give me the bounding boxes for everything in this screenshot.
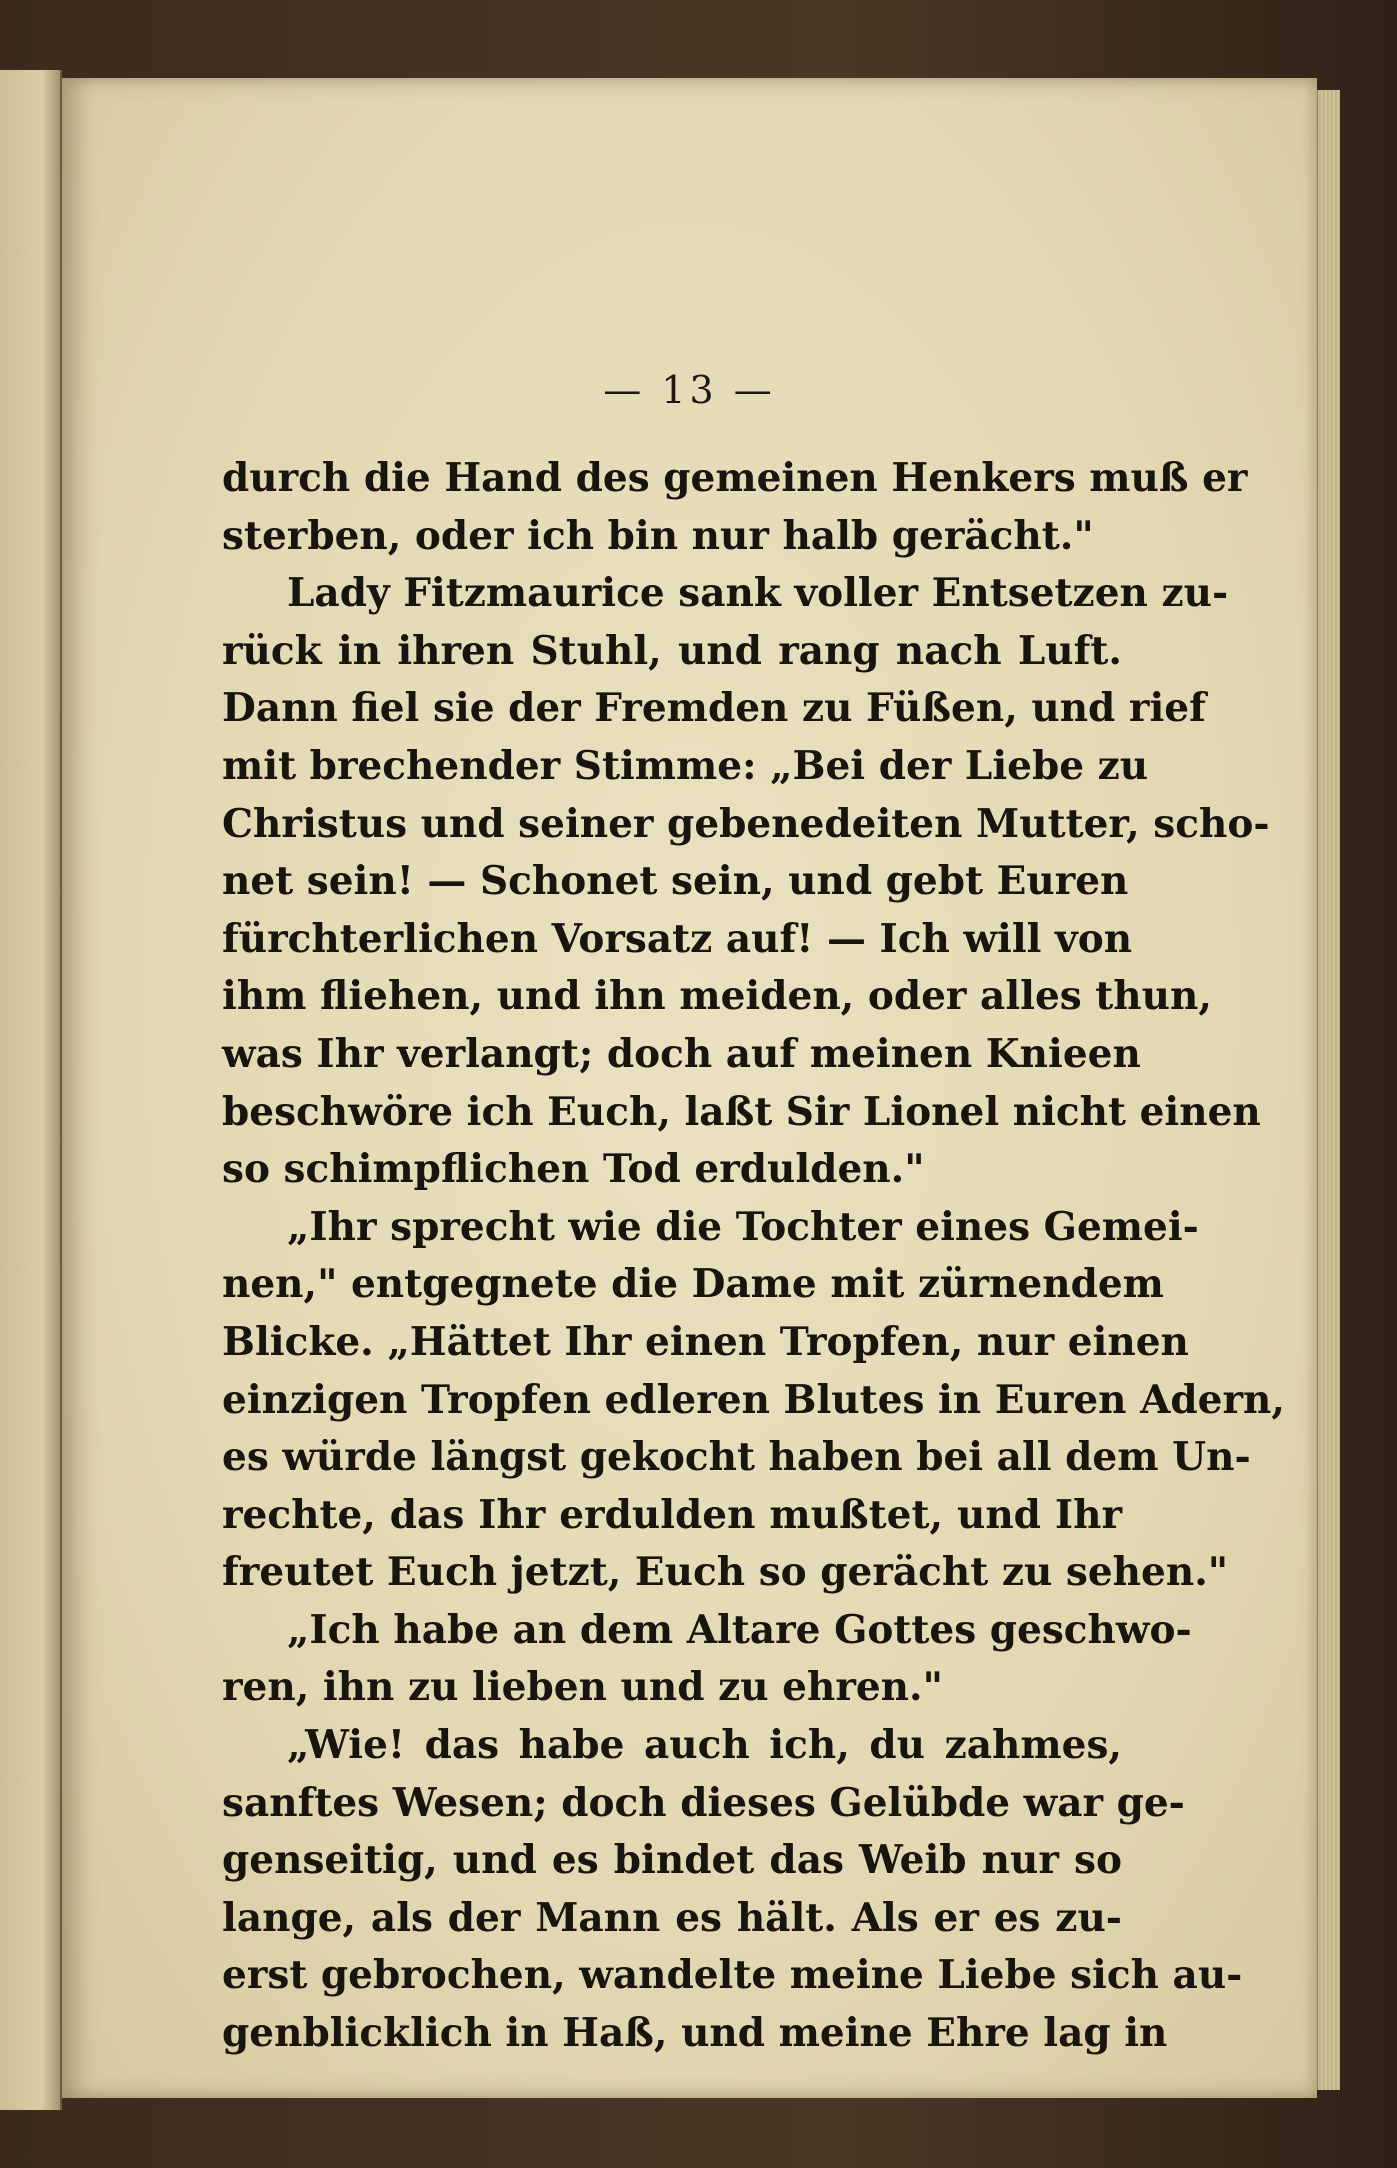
text-line: genblicklich in Haß, und meine Ehre lag in [222, 2010, 1168, 2057]
text-line: beschwöre ich Euch, laßt Sir Lionel nicht einen [222, 1088, 1261, 1135]
text-line: rechte, das Ihr erdulden mußtet, und Ihr [222, 1491, 1122, 1538]
text-line: mit brechender Stimme: „Bei der Liebe zu [222, 742, 1149, 789]
text-line: Blicke. „Hättet Ihr einen Tropfen, nur einen [222, 1318, 1189, 1365]
text-line: „Ihr sprecht wie die Tochter eines Gemei- [287, 1203, 1199, 1250]
text-line: rück in ihren Stuhl, und rang nach Luft. [222, 627, 1122, 674]
text-line: Christus und seiner gebenedeiten Mutter, scho- [222, 800, 1270, 847]
text-line: was Ihr verlangt; doch auf meinen Knieen [222, 1030, 1141, 1077]
text-line: sterben, oder ich bin nur halb gerächt." [222, 512, 1094, 559]
text-line: fürchterlichen Vorsatz auf! — Ich will von [222, 915, 1133, 962]
text-line: nen," entgegnete die Dame mit zürnendem [222, 1261, 1164, 1308]
text-line: ren, ihn zu lieben und zu ehren." [222, 1664, 943, 1711]
text-line: erst gebrochen, wandelte meine Liebe sich au- [222, 1952, 1243, 1999]
page-number: — 13 — [603, 368, 776, 412]
text-line: net sein! — Schonet sein, und gebt Euren [222, 858, 1129, 905]
text-line: genseitig, und es bindet das Weib nur so [222, 1837, 1122, 1884]
text-line: sanftes Wesen; doch dieses Gelübde war ge- [222, 1779, 1185, 1826]
text-line: ihm fliehen, und ihn meiden, oder alles thun, [222, 973, 1212, 1020]
text-line: es würde längst gekocht haben bei all dem Un- [222, 1434, 1251, 1481]
text-line: einzigen Tropfen edleren Blutes in Euren Adern, [222, 1376, 1285, 1423]
text-line: so schimpflichen Tod erdulden." [222, 1146, 925, 1193]
text-line: Dann fiel sie der Fremden zu Füßen, und rief [222, 685, 1206, 732]
text-line: freutet Euch jetzt, Euch so gerächt zu sehen." [222, 1549, 1229, 1596]
text-line: „Wie! das habe auch ich, du zahmes, [287, 1722, 1122, 1769]
text-line: Lady Fitzmaurice sank voller Entsetzen zu- [287, 570, 1229, 617]
text-line: „Ich habe an dem Altare Gottes geschwo- [287, 1606, 1192, 1653]
text-line: lange, als der Mann es hält. Als er es zu- [222, 1894, 1122, 1941]
text-line: durch die Hand des gemeinen Henkers muß er [222, 455, 1248, 501]
book-page [62, 78, 1317, 2098]
body-text [222, 450, 1285, 2063]
page-stack-edge [1317, 90, 1340, 2090]
left-page-edge [0, 70, 62, 2110]
